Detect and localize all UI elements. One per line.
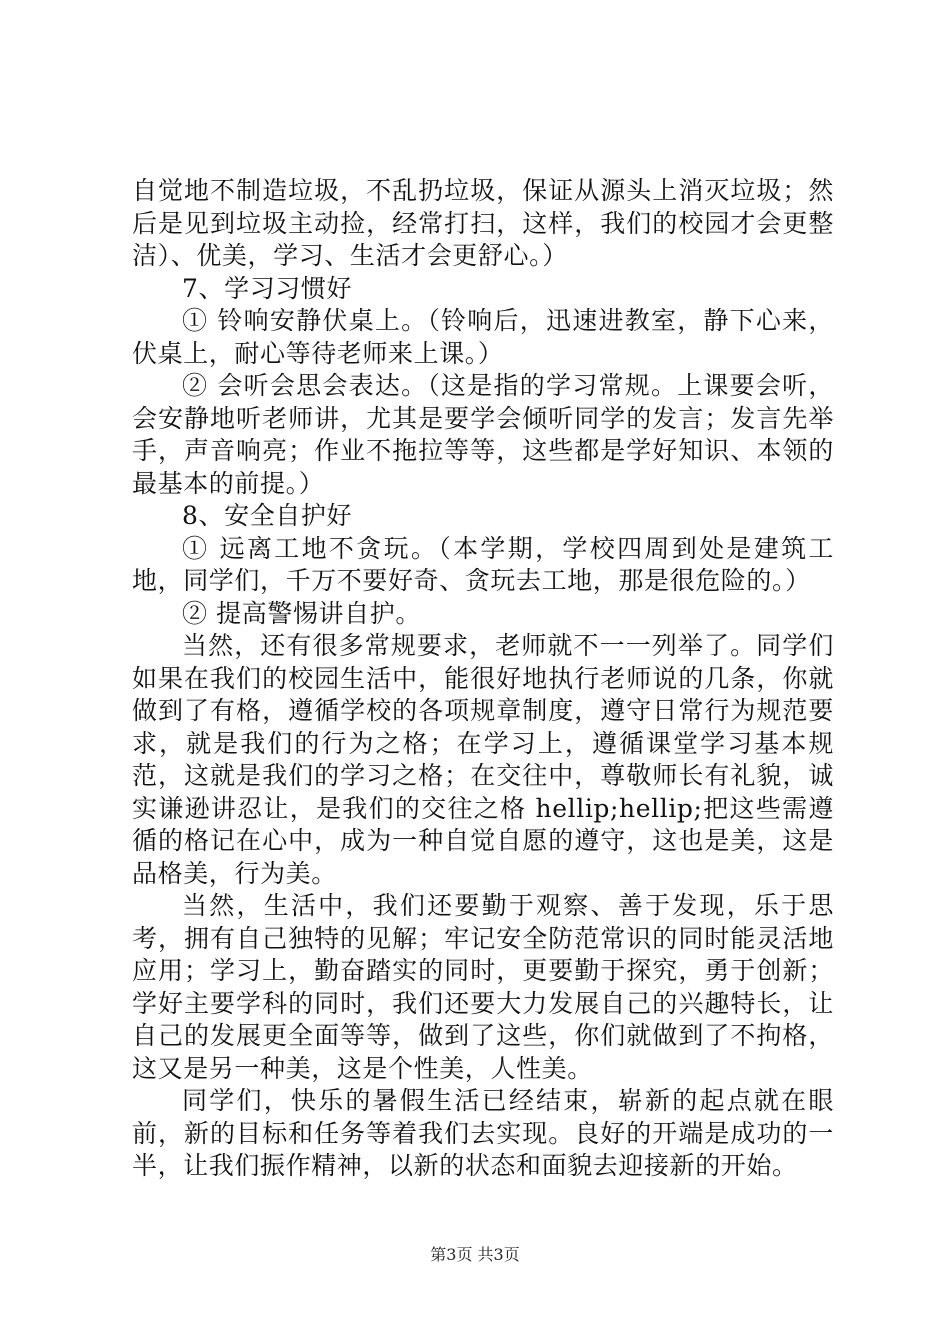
item-self-protection: ② 提高警惕讲自护。: [182, 598, 421, 628]
page-footer: 第3页 共3页: [430, 1245, 520, 1264]
item-bell-quiet: ① 铃响安静伏桌上。（铃响后，迅速进教室，静下心来，伏桌上，耐心等待老师来上课。）: [132, 306, 834, 368]
body-text: [132, 175, 834, 1183]
item-avoid-construction: ① 远离工地不贪玩。（本学期，学校四周到处是建筑工地，同学们，千万不要好奇、贪玩去工地，那是很危险的。）: [132, 533, 834, 595]
item-listen-think-express: ② 会听会思会表达。（这是指的学习常规。上课要会听，会安静地听老师讲，尤其是要学会倾听同学的发言；发言先举手，声音响亮；作业不拖拉等等，这些都是学好知识、本领的最基本的前提。）: [132, 371, 834, 498]
heading-study-habits: 7、学习习惯好: [182, 273, 353, 303]
paragraph-rules: 当然，还有很多常规要求，老师就不一一列举了。同学们如果在我们的校园生活中，能很好地执行老师说的几条，你就做到了有格，遵循学校的各项规章制度，遵守日常行为规范要求，就是我们的行为之格；在学习上，遵循课堂学习基本规范，这就是我们的学习之格；在交往中，尊敬师长有礼貌，诚实谦逊讲忍让，是我们的交往之格 hellip;hellip;把这些需遵循的格记在心中，成为一种自觉自愿的遵守，这也是美，这是品格美，行为美。: [132, 631, 834, 888]
paragraph-beyond-rules: 当然，生活中，我们还要勤于观察、善于发现，乐于思考，拥有自己独特的见解；牢记安全防范常识的同时能灵活地应用；学习上，勤奋踏实的同时，更要勤于探究，勇于创新；学好主要学科的同时，我们还要大力发展自己的兴趣特长，让自己的发展更全面等等，做到了这些，你们就做到了不拘格，这又是另一种美，这是个性美，人性美。: [132, 891, 834, 1083]
heading-safety: 8、安全自护好: [182, 501, 353, 530]
paragraph-closing: 同学们，快乐的暑假生活已经结束，崭新的起点就在眼前，新的目标和任务等着我们去实现。良好的开端是成功的一半，让我们振作精神，以新的状态和面貌去迎接新的开始。: [132, 1086, 834, 1180]
paragraph-1: 自觉地不制造垃圾，不乱扔垃圾，保证从源头上消灭垃圾；然后是见到垃圾主动捡，经常打扫，这样，我们的校园才会更整洁）、优美，学习、生活才会更舒心。）: [132, 176, 834, 270]
